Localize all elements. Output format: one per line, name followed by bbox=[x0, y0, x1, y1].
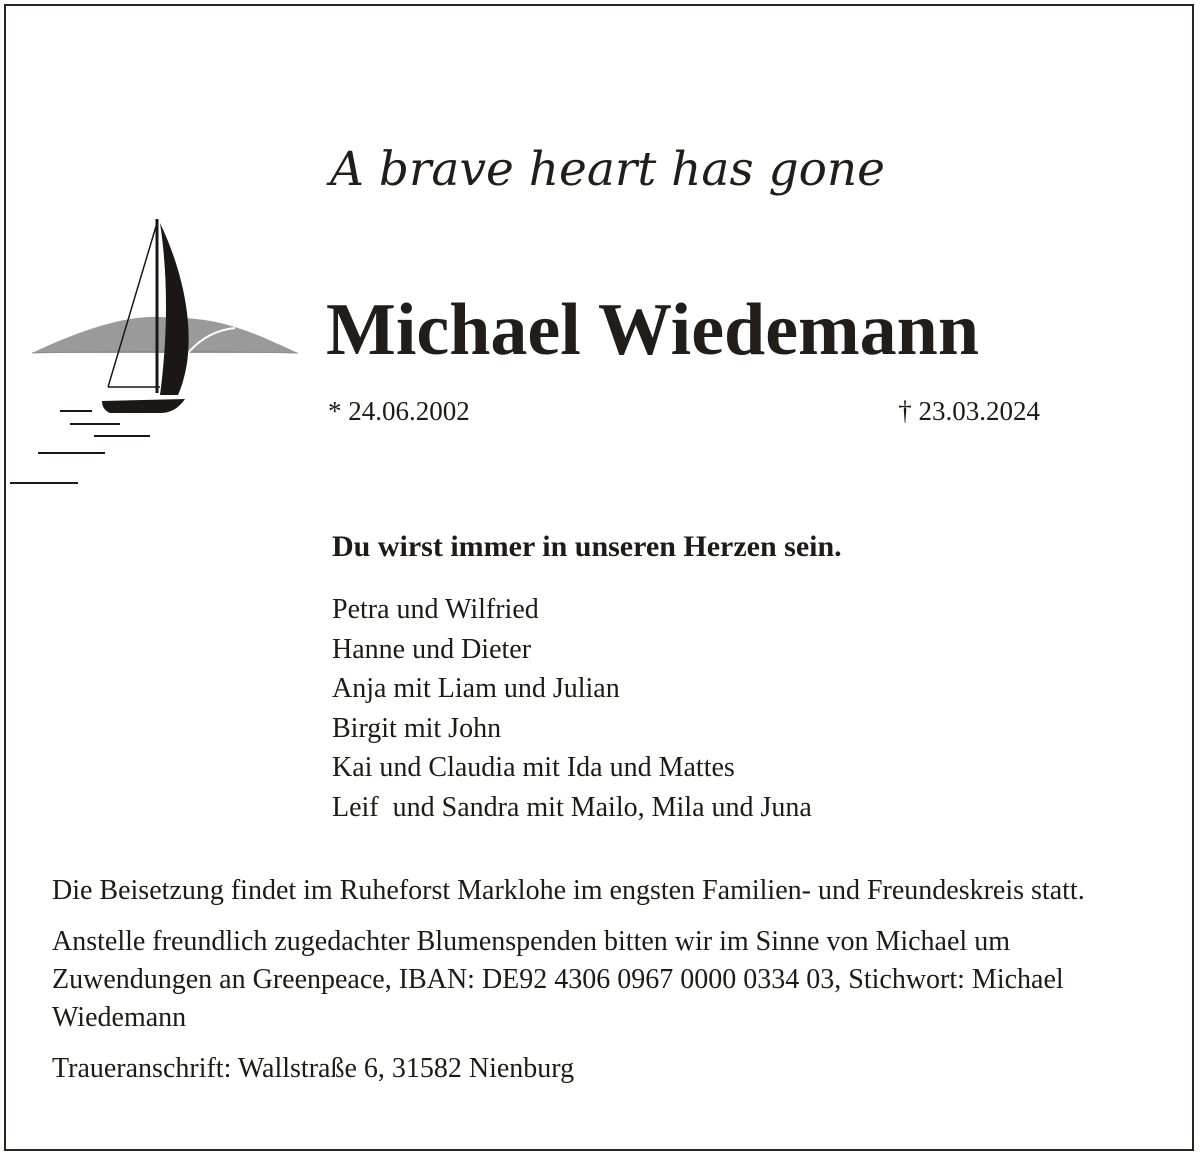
death-date: † 23.03.2024 bbox=[898, 396, 1040, 426]
motto-heading: A brave heart has gone bbox=[330, 142, 885, 197]
birth-date: * 24.06.2002 bbox=[328, 396, 470, 426]
mourner-item: Anja mit Liam und Julian bbox=[332, 673, 620, 704]
deceased-name: Michael Wiedemann bbox=[326, 289, 979, 371]
mourner-item: Leif und Sandra mit Mailo, Mila und Juna bbox=[332, 791, 812, 823]
mourning-address: Traueranschrift: Wallstraße 6, 31582 Nienburg bbox=[52, 1053, 575, 1084]
sailboat-icon bbox=[10, 215, 300, 495]
funeral-notice: Die Beisetzung findet im Ruheforst Marklohe im engsten Familien- und Freundeskreis statt. bbox=[52, 875, 1085, 906]
mourner-item: Hanne und Dieter bbox=[332, 633, 532, 665]
mourners-list bbox=[332, 590, 812, 827]
mourner-item: Birgit mit John bbox=[332, 712, 502, 744]
mourner-item: Kai und Claudia mit Ida und Mattes bbox=[332, 752, 735, 783]
donation-notice: Anstelle freundlich zugedachter Blumenspenden bitten wir im Sinne von Michael um Zuwendungen an Greenpeace, IBAN: DE92 4306 0967 0000 0334 03, Stichwort: Michael Wiedemann bbox=[52, 926, 1064, 1033]
tagline: Du wirst immer in unseren Herzen sein. bbox=[332, 530, 842, 563]
mourner-item: Petra und Wilfried bbox=[332, 594, 539, 625]
